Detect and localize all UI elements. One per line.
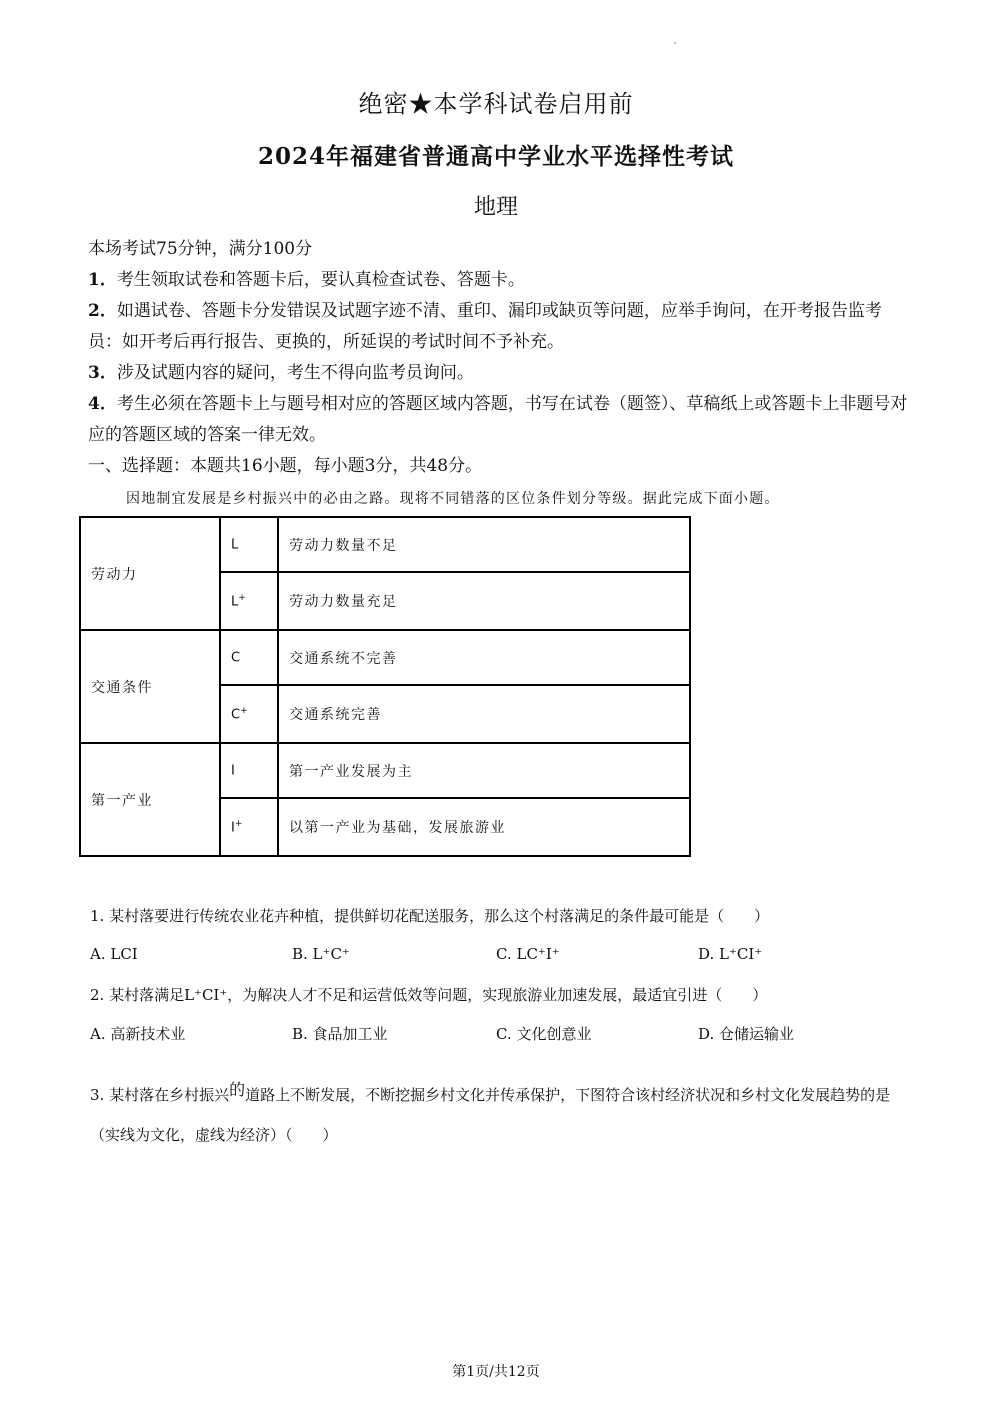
section-heading: 一、选择题：本题共16小题，每小题3分，共48分。: [88, 456, 483, 476]
code-cell: C: [220, 630, 278, 685]
time-line: 本场考试75分钟，满分100分: [88, 239, 313, 259]
exam-title: 2024年福建省普通高中学业水平选择性考试: [257, 143, 734, 170]
page-number: 第1页/共12页: [452, 1364, 540, 1380]
q2-option-c: C. 文化创意业: [496, 1025, 592, 1043]
desc-cell: 劳动力数量不足: [278, 517, 690, 572]
q2-option-a: A. 高新技术业: [90, 1025, 186, 1043]
instruction-item: 2．如遇试卷、答题卡分发错误及试题字迹不清、重印、漏印或缺页等问题，应举手询问，在开考报告监考员：如开考后再行报告、更换的，所延误的考试时间不予补充。: [88, 301, 882, 352]
q1-option-a: A. LCI: [90, 945, 138, 963]
code-cell: C+: [220, 685, 278, 743]
code-cell: I: [220, 743, 278, 798]
scan-dot: [674, 42, 676, 44]
condition-table: [79, 516, 691, 857]
instruction-item: 1．考生领取试卷和答题卡后，要认真检查试卷、答题卡。: [88, 270, 525, 290]
q1-option-b: B. L⁺C⁺: [292, 945, 350, 963]
question-3-stem: 3. 某村落在乡村振兴的道路上不断发展，不断挖掘乡村文化并传承保护，下图符合该村经济状况和乡村文化发展趋势的是（实线为文化，虚线为经济）（ ）: [90, 1080, 891, 1144]
subject-title: 地理: [473, 195, 518, 220]
code-cell: L+: [220, 572, 278, 630]
category-cell: 交通条件: [80, 630, 220, 743]
desc-cell: 交通系统完善: [278, 685, 690, 743]
instruction-item: 3．涉及试题内容的疑问，考生不得向监考员询问。: [88, 363, 474, 383]
question-1-stem: 1. 某村落要进行传统农业花卉种植，提供鲜切花配送服务，那么这个村落满足的条件最可能是（ ）: [90, 907, 770, 925]
instruction-item: 4．考生必须在答题卡上与题号相对应的答题区域内答题，书写在试卷（题签）、草稿纸上或答题卡上非题号对应的答题区域的答案一律无效。: [88, 394, 908, 445]
desc-cell: 第一产业发展为主: [278, 743, 690, 798]
q1-option-d: D. L⁺CI⁺: [698, 945, 763, 963]
desc-cell: 劳动力数量充足: [278, 572, 690, 630]
question-2-stem: 2. 某村落满足L⁺CI⁺，为解决人才不足和运营低效等问题，实现旅游业加速发展，最适宜引进（ ）: [90, 986, 768, 1004]
intro-text: 因地制宜发展是乡村振兴中的必由之路。现将不同错落的区位条件划分等级。据此完成下面小题。: [126, 491, 780, 507]
q2-option-b: B. 食品加工业: [292, 1025, 388, 1043]
code-cell: I+: [220, 798, 278, 856]
category-cell: 第一产业: [80, 743, 220, 856]
table-row: [80, 517, 690, 572]
category-cell: 劳动力: [80, 517, 220, 630]
desc-cell: 以第一产业为基础，发展旅游业: [278, 798, 690, 856]
desc-cell: 交通系统不完善: [278, 630, 690, 685]
q2-option-d: D. 仓储运输业: [698, 1025, 795, 1043]
table-row: [80, 743, 690, 798]
secret-line: 绝密★本学科试卷启用前: [358, 90, 634, 118]
code-cell: L: [220, 517, 278, 572]
q1-option-c: C. LC⁺I⁺: [496, 945, 560, 963]
instructions: [88, 234, 908, 482]
table-row: [80, 630, 690, 685]
